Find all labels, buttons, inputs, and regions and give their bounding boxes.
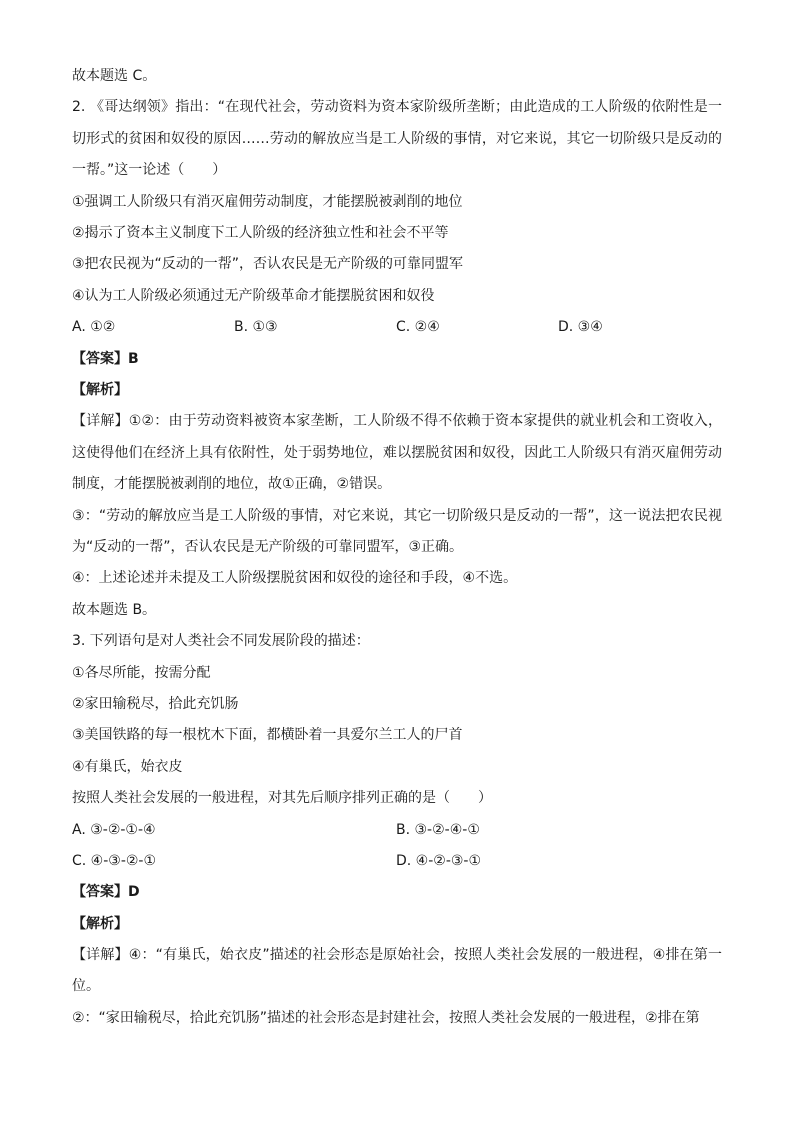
text-line: ①各尽所能，按需分配 (72, 664, 211, 681)
text-line: 按照人类社会发展的一般进程，对其先后顺序排列正确的是（ ） (72, 790, 492, 807)
answer-option: C. ②④ (396, 319, 440, 336)
section-heading: 【答案】B (72, 350, 139, 367)
section-heading: 【解析】 (72, 915, 128, 932)
text-line: 故本题选 C。 (72, 68, 157, 84)
text-paragraph: 【详解】①②：由于劳动资料被资本家垄断，工人阶级不得不依赖于资本家提供的就业机会和工资收入，这使得他们在经济上具有依附性，处于弱势地位，难以摆脱贫困和奴役，因此工人阶级只有消灭雇佣劳动制度，才能摆脱被剥削的地位，故①正确，②错误。 (72, 413, 722, 493)
document-content (72, 61, 722, 1034)
answer-options-row (72, 815, 722, 846)
answer-option: C. ④-③-②-① (72, 852, 157, 869)
answer-option: D. ④-②-③-① (396, 852, 482, 869)
section-heading: 【解析】 (72, 381, 128, 398)
text-paragraph: 【详解】④：“有巢氏，始衣皮”描述的社会形态是原始社会，按照人类社会发展的一般进程，④排在第一位。 (72, 947, 722, 995)
text-line: ④认为工人阶级必须通过无产阶级革命才能摆脱贫困和奴役 (72, 287, 435, 304)
answer-option: A. ①② (72, 319, 116, 336)
text-line: 故本题选 B。 (72, 601, 157, 618)
answer-option: A. ③-②-①-④ (72, 821, 156, 838)
section-heading: 【答案】D (72, 884, 140, 901)
text-line: ③把农民视为“反动的一帮”，否认农民是无产阶级的可靠同盟军 (72, 256, 464, 273)
answer-option: B. ③-②-④-① (396, 821, 480, 838)
text-line: ④有巢氏，始衣皮 (72, 758, 183, 775)
text-line: ②家田输税尽，拾此充饥肠 (72, 695, 239, 712)
answer-options-row (72, 312, 722, 343)
text-line: ②：“家田输税尽，拾此充饥肠”描述的社会形态是封建社会，按照人类社会发展的一般进程，②排在第 (72, 1009, 700, 1026)
text-line: ③美国铁路的每一根枕木下面，都横卧着一具爱尔兰工人的尸首 (72, 727, 463, 744)
text-line: ①强调工人阶级只有消灭雇佣劳动制度，才能摆脱被剥削的地位 (72, 193, 463, 210)
text-line: ②揭示了资本主义制度下工人阶级的经济独立性和社会不平等 (72, 225, 449, 241)
text-paragraph: ③：“劳动的解放应当是工人阶级的事情，对它来说，其它一切阶级只是反动的一帮”，这一说法把农民视为“反动的一帮”，否认农民是无产阶级的可靠同盟军，③正确。 (72, 507, 722, 555)
answer-option: D. ③④ (558, 319, 603, 336)
text-line: 3. 下列语句是对人类社会不同发展阶段的描述： (72, 633, 370, 650)
answer-option: B. ①③ (234, 319, 278, 336)
text-line: ④：上述论述并未提及工人阶级摆脱贫困和奴役的途径和手段，④不选。 (72, 570, 518, 587)
answer-options-row (72, 846, 722, 877)
text-paragraph: 2. 《哥达纲领》指出：“在现代社会，劳动资料为资本家阶级所垄断；由此造成的工人阶级的依附性是一切形式的贫困和奴役的原因……劳动的解放应当是工人阶级的事情，对它来说，其它一切阶级只是反动的一帮。”这一论述（ ） (72, 99, 722, 179)
